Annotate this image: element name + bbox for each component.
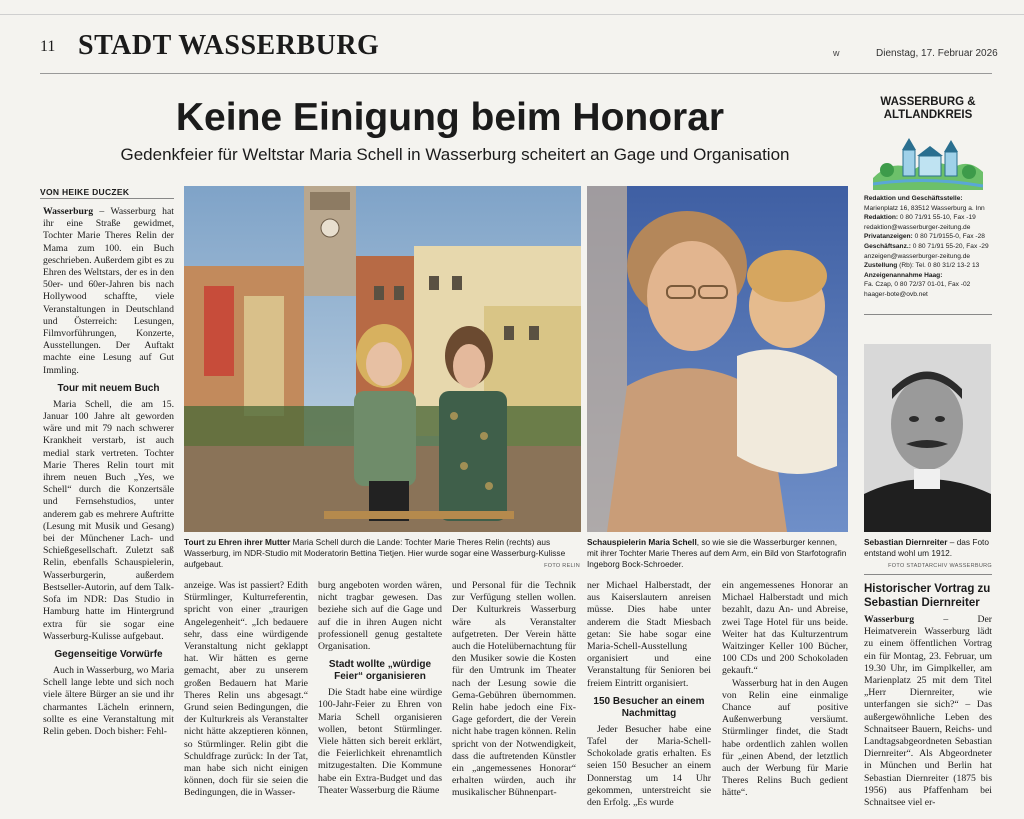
paragraph: ner Michael Halberstadt, der aus Kaiserslautern anreisen müsse. Dies habe unter anderem die Stadt Miesbach getan: Sie habe sogar eine Maria-Schell-Ausstellung organisiert und eine Veranstaltung für Senioren bei freiem Eintritt organisiert. <box>587 580 711 689</box>
contact-label: Redaktion und Geschäftsstelle: <box>864 195 963 202</box>
paragraph: burg angeboten worden wären, nicht tragbar gewesen. Das beziehe sich auf die Gage und auf die in ihren Augen nicht professionell genug gestaltete Organisation. <box>318 580 442 653</box>
dateline: Wasserburg <box>43 206 94 217</box>
phone: Fa. Czap, 0 80 72/37 01-01, Fax -02 <box>864 281 971 289</box>
contact-label: Anzeigenannahme Haag: <box>864 271 943 279</box>
photo-relin-tietjen <box>184 186 581 532</box>
dateline: Wasserburg <box>864 614 915 625</box>
article-headline: Keine Einigung beim Honorar <box>175 96 725 139</box>
email-link[interactable]: haager-bote@ovb.net <box>864 290 928 298</box>
email-link[interactable]: anzeigen@wasserburger-zeitung.de <box>864 252 971 260</box>
sidebar-headline: Historischer Vortrag zu Sebastian Diernreiter <box>864 583 991 609</box>
photo-credit: FOTO RELIN <box>544 563 580 569</box>
paragraph: Die Stadt habe eine würdige 100-Jahr-Feier zu Ehren von Maria Schell organisieren wollen, betont Stürmlinger. Viele hätten sich bereit erklärt, die Feierlichkeit ehrenamtlich mitzugestalten. Die Kommune habe ein Extra-Budget und das Theater Wasserburg die Räume <box>318 687 442 796</box>
caption-lead: Schauspielerin Maria Schell <box>587 537 697 547</box>
photo-maria-schell-image <box>587 186 848 532</box>
masthead-rule <box>40 73 992 74</box>
address: Marienplatz 16, 83512 Wasserburg a. Inn <box>864 204 985 212</box>
phone: 0 80 71/91 55-20, Fax -29 <box>910 242 989 250</box>
contact-label: Privatanzeigen: <box>864 233 913 241</box>
intertitle: Gegenseitige Vorwürfe <box>54 648 163 660</box>
caption-lead: Sebastian Diernreiter <box>864 537 948 547</box>
portrait-diernreiter <box>864 344 991 532</box>
paragraph: Wasserburg hat in den Augen von Relin eine einmalige Chance auf positive Außenwerbung versäumt. Stürmlinger findet, die Stadt habe ordentlich zahlen wollen für „einen Abend, der letztlich auch der Werbung für Marie Theres Relins Buch gedient hätte“. <box>722 677 848 799</box>
portrait-diernreiter-image <box>864 344 991 532</box>
photo-relin-tietjen-image <box>184 186 581 532</box>
article-column-5 <box>587 580 711 816</box>
town-illustration-image <box>873 128 983 190</box>
town-illustration <box>873 128 983 190</box>
portrait-caption <box>864 537 992 559</box>
paragraph: ein angemessenes Honorar an Michael Halberstadt und mich bezahlt, dazu An- und Abreise, zwei Tage Hotel für uns beide. Weiter hat das Kulturzentrum Waitzinger Keller 100 Bücher, 100 CDs und 200 Schokoladen gekauft.“ <box>722 580 848 677</box>
article-column-4 <box>452 580 576 816</box>
article-subheadline: Gedenkfeier für Weltstar Maria Schell in Wasserburg scheitert an Gage und Organisation <box>120 145 790 164</box>
byline: VON HEIKE DUCZEK <box>40 187 130 197</box>
contact-label: Redaktion: <box>864 214 899 222</box>
phone: 0 80 71/91 55-10, Fax -19 <box>898 214 976 222</box>
phone: (Rb): Tel. 0 80 31/2 13-2 13 <box>897 262 980 270</box>
sidebar-rule <box>864 314 992 315</box>
top-border <box>0 14 1024 15</box>
sidebar-article <box>864 614 992 816</box>
contact-details <box>864 194 992 300</box>
caption-text: – das Foto entstand wohl um 1912. <box>864 537 989 558</box>
paragraph: Jeder Besucher habe eine Tafel der Maria-Schell-Schokolade gratis erhalten. Es seien 150 Besucher an einem Donnerstag um 14 Uhr gekommen, unterstreicht sie den Erfolg. „Es wurde <box>587 723 711 809</box>
phone: 0 80 71/9155-0, Fax -28 <box>912 233 985 241</box>
byline-rule <box>40 198 174 199</box>
paragraph: – Wasserburg hat ihr eine Straße gewidmet, Tochter Marie Theres Relin der Mama zum 100. ein Buch geschrieben. Außerdem gibt es zu Ehren des Weltstars, der es in den 50er- und 60er-Jahren bis nach Hollywood schaffte, viele Veranstaltungen in Deutschland und Österreich: Lesungen, Filmvorführungen, Konzerte, Ausstellungen. Der Auftakt machte eine Lesung auf Gut Immling. <box>43 206 174 376</box>
photo-maria-schell-caption <box>587 537 849 570</box>
email-link[interactable]: redaktion@wasserburger-zeitung.de <box>864 223 971 231</box>
intertitle: Tour mit neuem Buch <box>57 382 160 394</box>
article-column-2 <box>184 580 308 816</box>
contact-box <box>864 96 992 300</box>
caption-lead: Tourt zu Ehren ihrer Mutter <box>184 537 291 547</box>
paragraph: Auch in Wasserburg, wo Maria Schell lange lebte und sich noch viele ältere Bürger an sie und ihr charmantes Lächeln erinnern, sollte es eine Veranstaltung mit Relin geben. Doch bisher: Fehl- <box>43 664 174 737</box>
article-column-3 <box>318 580 442 816</box>
paragraph: – Der Heimatverein Wasserburg lädt zu einem öffentlichen Vortrag ein für Montag, 23. Februar, um 19.30 Uhr, im Gimplkeller, am Marienplatz 25 mit dem Titel „Herr Diernreiter, wie unterfangen sie sich?“ – Das außergewöhnliche Leben des Schnaitseer Bauern, Reichs- und Landtagsabgeordneten Sebastian Diernreiter“. Als Abgeordneter in München und Berlin hat Sebastian Diernreiter (1875 bis 1956) aus Pfaffenham bei Schnaitsee viel er- <box>864 614 992 809</box>
publication-date: Dienstag, 17. Februar 2026 <box>876 48 998 59</box>
caption-text: Maria Schell durch die Lande: Tochter Marie Theres Relin (rechts) aus Wasserburg, im NDR-Studio mit Moderatorin Bettina Tietjen. Hier wurde sogar eine Wasserburg-Kulisse aufgebaut. <box>184 537 566 569</box>
page-number: 11 <box>40 38 56 55</box>
box-title: WASSERBURG & ALTLANDKREIS <box>880 96 976 121</box>
portrait-credit: FOTO STADTARCHIV WASSERBURG <box>888 563 992 569</box>
article-column-1 <box>43 206 174 816</box>
sidebar-rule <box>864 574 992 575</box>
section-title: STADT WASSERBURG <box>78 30 380 61</box>
paragraph: und Personal für die Technik zur Verfügung stellen wollen. Der Kulturkreis Wasserburg wäre als Veranstalter aufgetreten. Der Verein hätte auch die Hotelübernachtung für den Musiker sowie die Kosten für den Umtrunk im Theater nach der Lesung sowie die Gema-Gebühren übernommen. Relin habe jedoch eine Fix-Gage gefordert, die der Verein nicht habe tragen können. Relin spricht von der Notwendigkeit, dass die auftretenden Künstler ein „angemessenes Honorar“ erhalten würden, auch ihr musikalischer Bühnenpart- <box>452 580 576 799</box>
masthead-mark: w <box>833 48 840 58</box>
contact-label: Zustellung <box>864 262 898 270</box>
photo-maria-schell <box>587 186 848 532</box>
contact-label: Geschäftsanz.: <box>864 242 911 250</box>
paragraph: Maria Schell, die am 15. Januar 100 Jahre alt geworden wäre und mit 79 nach schwerer Krankheit verstarb, ist auch medial stark vertreten. Tochter Marie Theres Relin tourt mit ihrem neuen Buch „Yes, we Schell“ durch die Konzertsäle und Fernsehstudios, unter anderem gab es mehrere Auftritte (Lesung mit Musik und Gesang) bei der Münchener Lach- und Schießgesellschaft. Zuletzt saß Relin, ebenfalls Schauspielerin, Wasserburgerin, außerdem Bestseller-Autorin, auf dem Talk-Sofa im NDR: Das Studio in Hamburg hatte im Hintergrund extra für sie sogar eine Wasserburg-Kulisse aufgebaut. <box>43 398 174 642</box>
intertitle: Stadt wollte „würdige Feier“ organisieren <box>328 659 432 683</box>
paragraph: anzeige. Was ist passiert? Edith Stürmlinger, Kulturreferentin, spricht von einer „traurigen Angelegenheit“. „Ich bedauere sehr, dass eine würdigende Veranstaltung nicht geklappt hat. Wir hätten es gerne gemacht, aber zu unserem großen Bedauern hat Marie Theres Relin uns abgesagt.“ Grund seien Bedingungen, die der Kulturkreis als Veranstalter nicht hätte akzeptieren können, so Stürmlinger. Relin gibt die Schuldfrage zurück: In der Tat, man habe sich nicht einigen können, doch für sie seien die Bedingungen, die in Wasser- <box>184 580 308 799</box>
intertitle: 150 Besucher an einem Nachmittag <box>593 695 705 719</box>
article-column-6 <box>722 580 848 816</box>
caption-text: , so wie sie die Wasserburger kennen, mit ihrer Tochter Marie Theres auf dem Arm, ein Bild von Starfotografin Ingeborg Bock-Schroeder. <box>587 537 847 569</box>
